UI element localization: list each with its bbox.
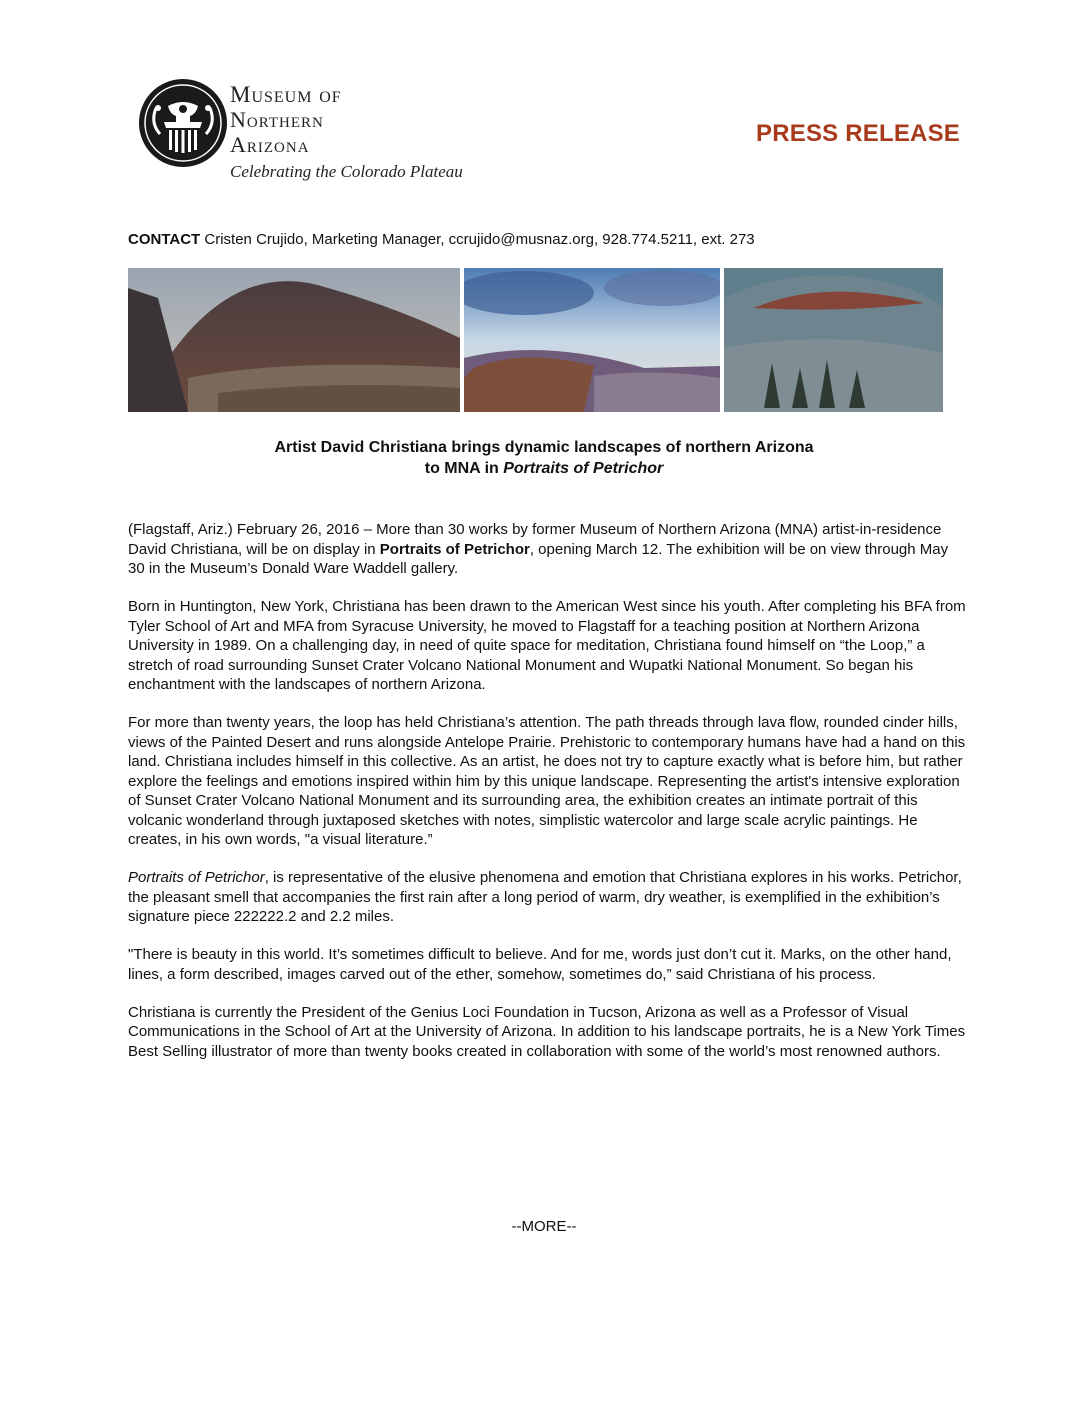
paragraph-6: Christiana is currently the President of the Genius Loci Foundation in Tucson, Arizona as well as a Professor of Visual Communications in the School of Art at the University of Arizona. In addition to his landscape portraits, he is a New York Times Best Selling illustrator of more than twenty books created in collaboration with some of the world’s most renowned authors.: [128, 1003, 966, 1060]
paragraph-2: Born in Huntington, New York, Christiana has been drawn to the American West since his youth. After completing his BFA from Tyler School of Art and MFA from Syracuse University, he moved to Flagstaff for a teaching position at Northern Arizona University in 1989. On a challenging day, in need of quite space for meditation, Christiana found himself on “the Loop,” a stretch of road surrounding Sunset Crater Volcano National Monument and Wupatki National Monument. So began his enchantment with the landscapes of northern Arizona.: [128, 598, 966, 693]
museum-logo: [138, 78, 498, 188]
paragraph-5: "There is beauty in this world. It’s sometimes difficult to believe. And for me, words just don’t cut it. Marks, on the other hand, lines, a form described, images carved out of the ether, somehow, sometimes do,” said Christiana of his process.: [128, 946, 952, 983]
headline-line-1: Artist David Christiana brings dynamic landscapes of northern Arizona: [274, 439, 814, 456]
headline: [128, 437, 960, 479]
artwork-image-2: [464, 268, 720, 412]
press-release-heading: PRESS RELEASE: [756, 120, 960, 147]
artwork-image-3: [724, 268, 943, 412]
paragraph-3: For more than twenty years, the loop has held Christiana’s attention. The path threads through lava flow, rounded cinder hills, views of the Painted Desert and runs alongside Antelope Prairie. Prehistoric to contemporary humans have had a hand on this land. Christiana includes himself in this collective. As an artist, he does not try to capture exactly what is before him, but rather explore the feelings and emotions inspired within him by this unique landscape. Representing the artist's intensive exploration of Sunset Crater Volcano National Monument and its surrounding area, the exhibition creates an intimate portrait of this volcanic wonderland through juxtaposed sketches with notes, simplistic watercolor and large scale acrylic paintings. He creates, in his own words, "a visual literature.”: [128, 714, 966, 848]
logo-tagline: Celebrating the Colorado Plateau: [230, 162, 463, 181]
logo-line-1: Museum of: [230, 82, 342, 107]
museum-seal-icon: [138, 78, 228, 168]
headline-line-2-prefix: to MNA in: [424, 460, 504, 477]
more-marker: --MORE--: [511, 1218, 577, 1235]
paragraph-4-exhibition-title: Portraits of Petrichor: [128, 869, 265, 886]
paragraph-4-text: , is representative of the elusive phenomena and emotion that Christiana explores in his works. Petrichor, the pleasant smell that accompanies the first rain after a long period of warm, dry weather, is exemplified in the exhibition’s signature piece 222222.2 and 2.2 miles.: [128, 869, 962, 925]
logo-wordmark: [230, 82, 342, 157]
contact-details: Cristen Crujido, Marketing Manager, ccrujido@musnaz.org, 928.774.5211, ext. 273: [200, 231, 755, 248]
contact-label: CONTACT: [128, 231, 201, 248]
artwork-image-1: [128, 268, 460, 412]
logo-line-3: Arizona: [230, 132, 310, 157]
paragraph-1: [128, 520, 968, 579]
artwork-strip: [128, 268, 943, 412]
paragraph-1-text-a: (Flagstaff, Ariz.) February 26, 2016 – More than 30 works by former Museum of Northern Arizona (MNA) artist-in-residence David Christiana, will be on display in: [128, 521, 942, 558]
headline-line-2: [128, 458, 960, 479]
article-body: [128, 520, 968, 1080]
paragraph-4: [128, 868, 968, 927]
paragraph-1-text-b: , opening March 12. The exhibition will be on view through May 30 in the Museum’s Donald Ware Waddell gallery.: [128, 540, 949, 577]
paragraph-1-exhibition-title: Portraits of Petrichor: [379, 540, 530, 558]
headline-exhibition-title: Portraits of Petrichor: [503, 460, 664, 477]
contact-line: [128, 231, 755, 248]
logo-line-2: Northern: [230, 107, 324, 132]
